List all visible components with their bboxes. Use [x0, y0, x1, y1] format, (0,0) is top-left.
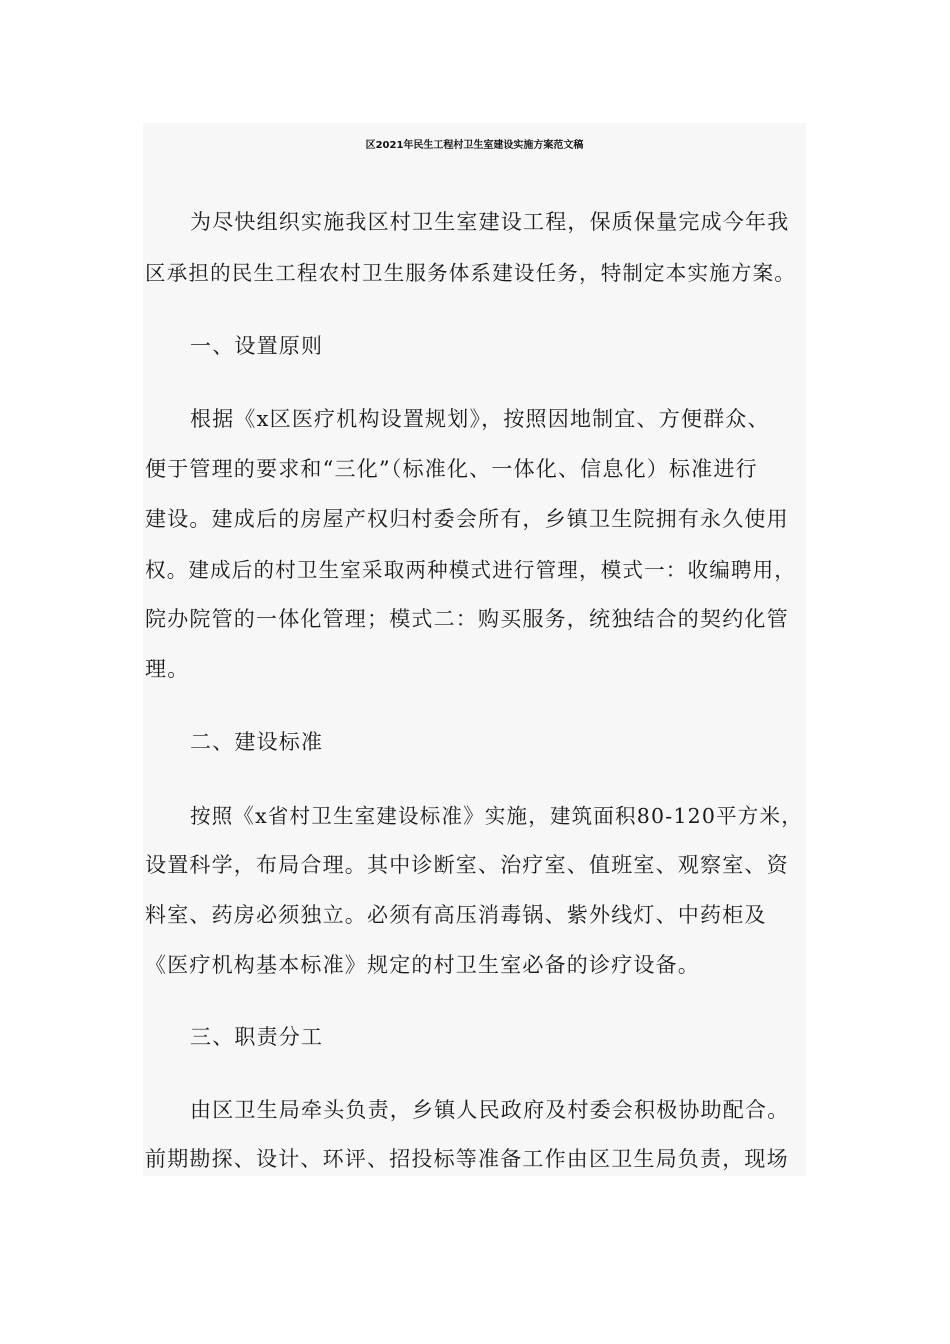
section-2-line-4: 《医疗机构基本标准》规定的村卫生室必备的诊疗设备。 [145, 953, 700, 977]
section-3-line-1: 由区卫生局牵头负责，乡镇人民政府及村委会积极协助配合。 [190, 1098, 790, 1122]
section-2-line-2: 设置科学，布局合理。其中诊断室、治疗室、值班室、观察室、资 [145, 853, 789, 877]
section-heading-2: 二、建设标准 [190, 730, 324, 754]
section-3-line-2: 前期勘探、设计、环评、招投标等准备工作由区卫生局负责，现场 [145, 1147, 789, 1171]
section-1-line-4: 权。建成后的村卫生室采取两种模式进行管理，模式一：收编聘用， [145, 558, 796, 582]
section-1-line-6: 理。 [145, 657, 190, 681]
section-heading-1: 一、设置原则 [190, 334, 324, 358]
section-1-line-1: 根据《x区医疗机构设置规划》，按照因地制宜、方便群众、 [190, 407, 770, 431]
section-1-line-3: 建设。建成后的房屋产权归村委会所有，乡镇卫生院拥有永久使用 [145, 507, 789, 531]
intro-line-2: 区承担的民生工程农村卫生服务体系建设任务，特制定本实施方案。 [145, 261, 796, 285]
section-2-line-3: 料室、药房必须独立。必须有高压消毒锅、紫外线灯、中药柜及 [145, 903, 767, 927]
document-page [143, 123, 806, 1176]
section-1-line-5: 院办院管的一体化管理；模式二：购买服务，统独结合的契约化管 [145, 607, 789, 631]
section-1-line-2: 便于管理的要求和“三化”（标准化、一体化、信息化）标准进行 [145, 457, 758, 481]
document-title: 区2021年民生工程村卫生室建设实施方案范文稿 [365, 140, 584, 151]
section-heading-3: 三、职责分工 [190, 1025, 324, 1049]
intro-line-1: 为尽快组织实施我区村卫生室建设工程，保质保量完成今年我 [190, 210, 790, 234]
section-2-line-1: 按照《x省村卫生室建设标准》实施，建筑面积80-120平方米， [190, 804, 803, 828]
